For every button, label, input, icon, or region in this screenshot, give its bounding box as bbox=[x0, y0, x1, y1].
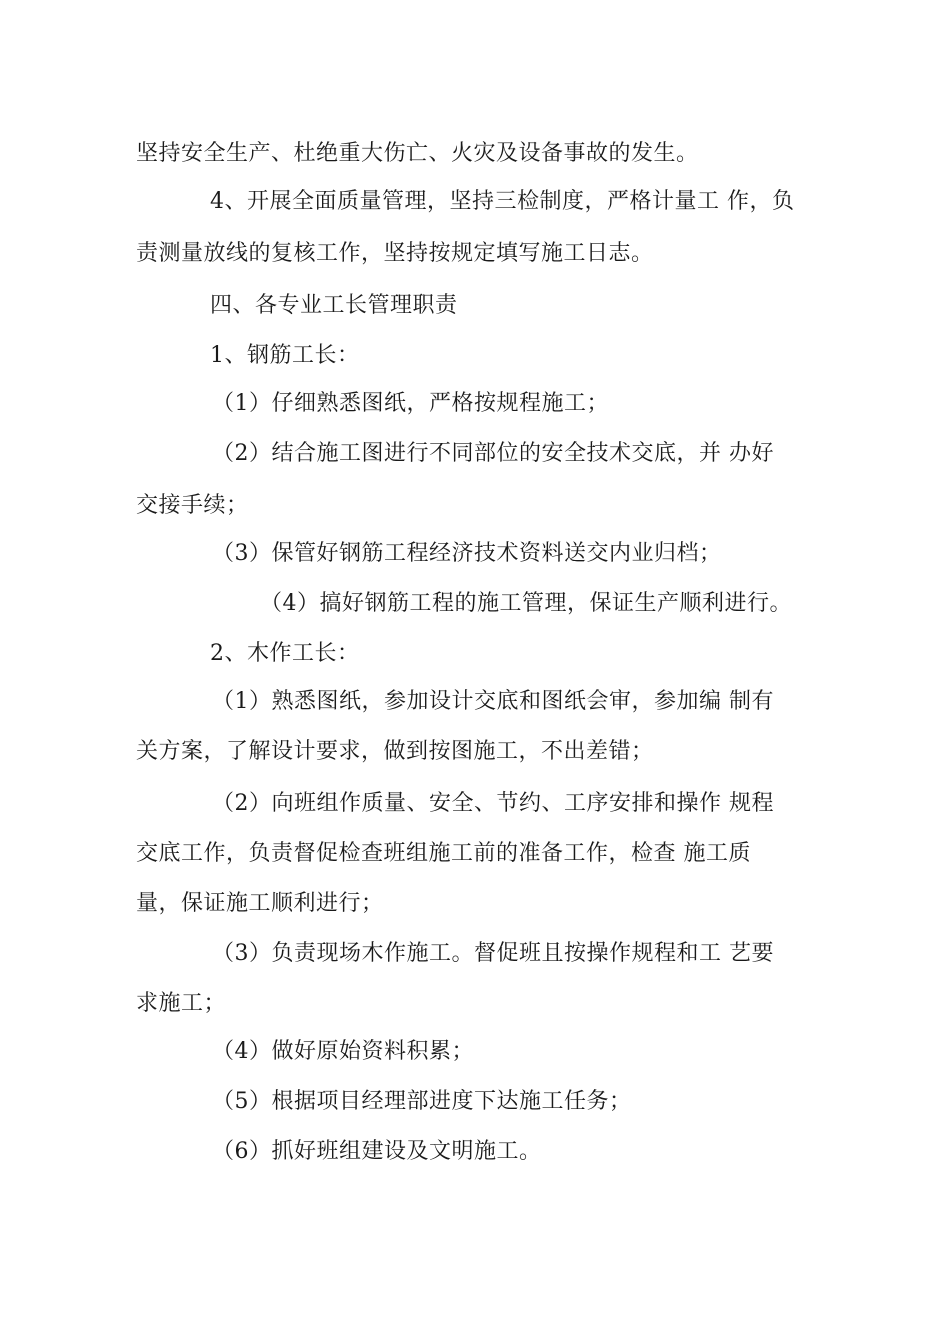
text-line: （6）抓好班组建设及文明施工。 bbox=[212, 1139, 542, 1164]
text-line: （4）做好原始资料积累； bbox=[212, 1039, 474, 1064]
text-line: （3）负责现场木作施工。督促班且按操作规程和工 艺要 bbox=[212, 941, 774, 966]
text-line: （5）根据项目经理部进度下达施工任务； bbox=[212, 1089, 632, 1114]
text-line: 关方案，了解设计要求，做到按图施工，不出差错； bbox=[136, 739, 654, 764]
text-line: 交接手续； bbox=[136, 493, 249, 518]
text-line: （1）仔细熟悉图纸，严格按规程施工； bbox=[212, 391, 609, 416]
text-line: （3）保管好钢筋工程经济技术资料送交内业归档； bbox=[212, 541, 722, 566]
subsection-heading: 1、钢筋工长： bbox=[210, 343, 360, 368]
text-line: 量，保证施工顺利进行； bbox=[136, 891, 384, 916]
text-line: 交底工作，负责督促检查班组施工前的准备工作，检查 施工质 bbox=[136, 841, 751, 866]
text-line: 责测量放线的复核工作，坚持按规定填写施工日志。 bbox=[136, 241, 654, 266]
section-heading: 四、各专业工长管理职责 bbox=[210, 293, 458, 318]
text-line: （2）结合施工图进行不同部位的安全技术交底，并 办好 bbox=[212, 441, 774, 466]
text-line: （4）搞好钢筋工程的施工管理，保证生产顺利进行。 bbox=[260, 591, 792, 616]
text-line: 坚持安全生产、杜绝重大伤亡、火灾及设备事故的发生。 bbox=[136, 141, 699, 166]
text-line: （2）向班组作质量、安全、节约、工序安排和操作 规程 bbox=[212, 791, 774, 816]
text-line: 4、开展全面质量管理，坚持三检制度，严格计量工 作，负 bbox=[210, 189, 795, 214]
subsection-heading: 2、木作工长： bbox=[210, 641, 360, 666]
text-line: 求施工； bbox=[136, 991, 227, 1016]
text-line: （1）熟悉图纸，参加设计交底和图纸会审，参加编 制有 bbox=[212, 689, 774, 714]
